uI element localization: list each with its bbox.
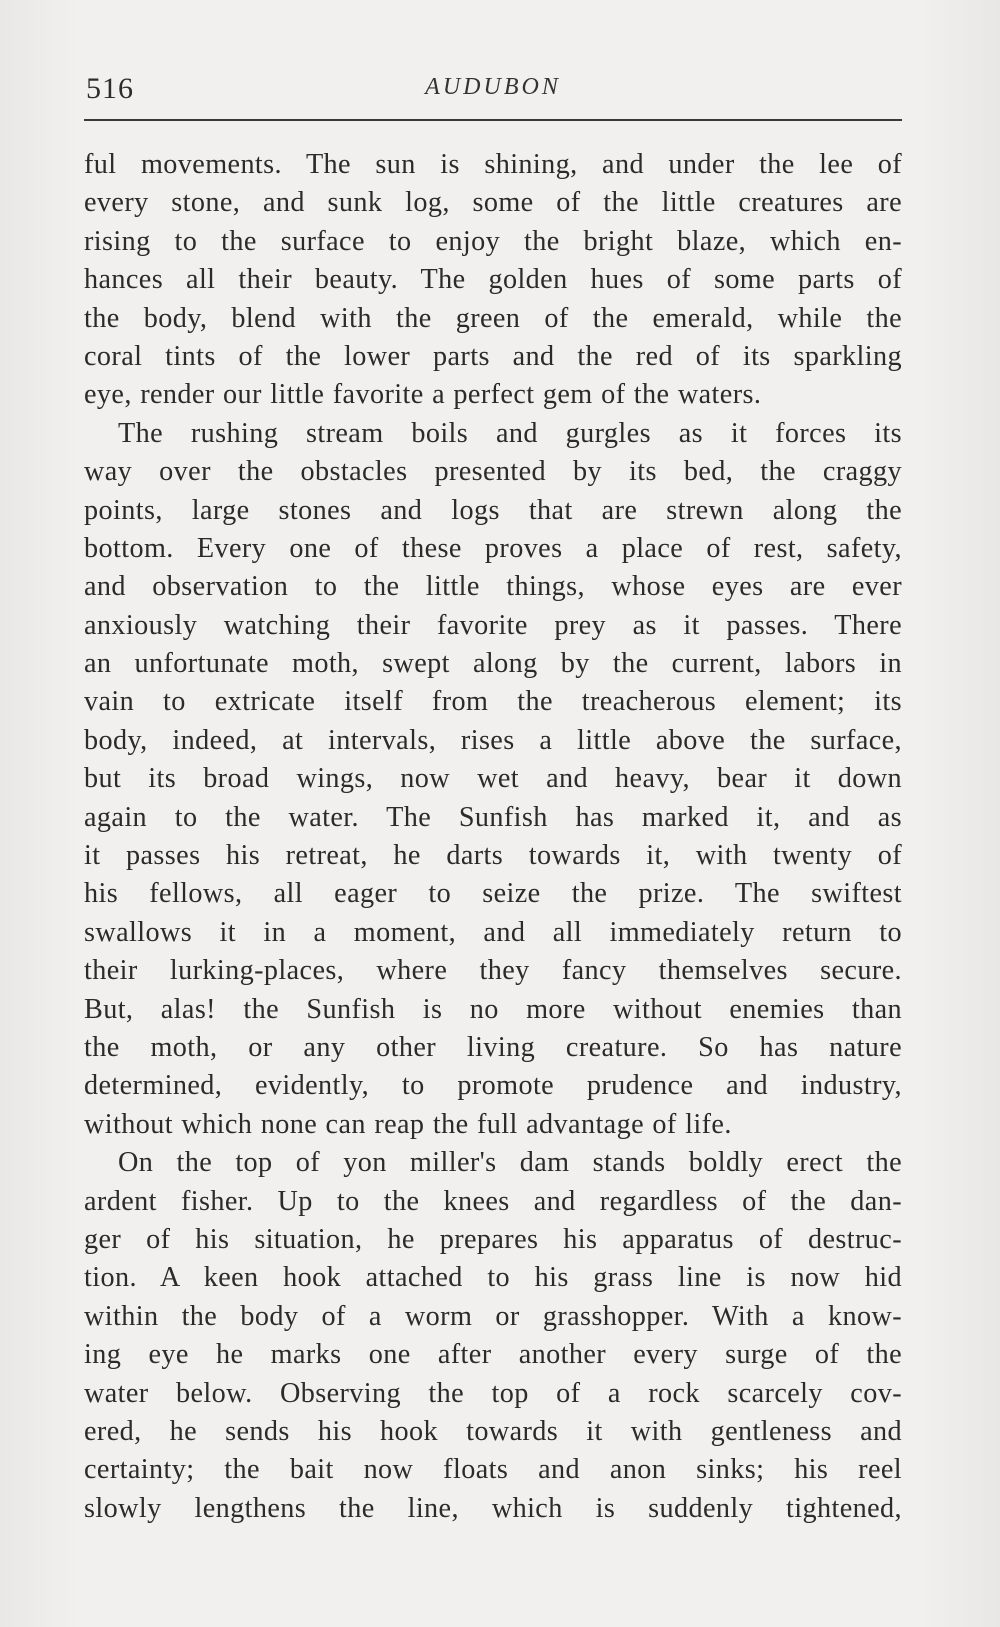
text-line: vain to extricate itself from the treacherous element; its	[84, 686, 902, 718]
text-line: ger of his situation, he prepares his apparatus of destruc-	[84, 1223, 902, 1255]
text-line: rising to the surface to enjoy the bright blaze, which en-	[84, 225, 902, 257]
text-line: bottom. Every one of these proves a place of rest, safety,	[84, 532, 902, 564]
paragraph	[84, 146, 902, 415]
text-line: anxiously watching their favorite prey as it passes. There	[84, 609, 902, 641]
paragraph	[84, 1144, 902, 1528]
text-line: certainty; the bait now floats and anon sinks; his reel	[84, 1454, 902, 1486]
text-line: coral tints of the lower parts and the red of its sparkling	[84, 340, 902, 372]
text-line: and observation to the little things, whose eyes are ever	[84, 571, 902, 603]
text-line: it passes his retreat, he darts towards it, with twenty of	[84, 840, 902, 872]
text-line: points, large stones and logs that are strewn along the	[84, 494, 902, 526]
text-line: water below. Observing the top of a rock scarcely cov-	[84, 1377, 902, 1409]
text-line: tion. A keen hook attached to his grass line is now hid	[84, 1262, 902, 1294]
paragraph	[84, 415, 902, 1144]
text-line: without which none can reap the full advantage of life.	[84, 1108, 732, 1140]
text-line: swallows it in a moment, and all immediately return to	[84, 916, 902, 948]
text-line: slowly lengthens the line, which is suddenly tightened,	[84, 1492, 902, 1524]
text-line: ing eye he marks one after another every surge of the	[84, 1339, 902, 1371]
text-line: the moth, or any other living creature. So has nature	[84, 1031, 902, 1063]
text-line: ardent fisher. Up to the knees and regardless of the dan-	[84, 1185, 902, 1217]
text-line: within the body of a worm or grasshopper. With a know-	[84, 1300, 902, 1332]
text-line: their lurking-places, where they fancy themselves secure.	[84, 955, 902, 987]
text-line: eye, render our little favorite a perfect gem of the waters.	[84, 379, 762, 411]
body-text	[84, 146, 902, 1528]
text-line: ered, he sends his hook towards it with gentleness and	[84, 1415, 902, 1447]
text-line: ful movements. The sun is shining, and under the lee of	[84, 149, 902, 180]
text-line: every stone, and sunk log, some of the little creatures are	[84, 187, 902, 219]
text-line: his fellows, all eager to seize the prize. The swiftest	[84, 878, 902, 910]
header-rule	[84, 119, 902, 121]
text-line: On the top of yon miller's dam stands boldly erect the	[118, 1147, 902, 1179]
text-line: way over the obstacles presented by its bed, the craggy	[84, 456, 902, 488]
running-head	[84, 70, 902, 114]
text-line: but its broad wings, now wet and heavy, bear it down	[84, 763, 902, 795]
text-line: body, indeed, at intervals, rises a little above the surface,	[84, 724, 902, 756]
text-line: hances all their beauty. The golden hues of some parts of	[84, 264, 902, 296]
text-line: the body, blend with the green of the emerald, while the	[84, 302, 902, 334]
text-line: determined, evidently, to promote prudence and industry,	[84, 1070, 902, 1102]
text-line: again to the water. The Sunfish has marked it, and as	[84, 801, 902, 833]
running-title: AUDUBON	[425, 74, 561, 100]
text-line: But, alas! the Sunfish is no more without enemies than	[84, 993, 902, 1025]
text-line: The rushing stream boils and gurgles as it forces its	[118, 417, 902, 449]
text-line: an unfortunate moth, swept along by the current, labors in	[84, 648, 902, 680]
page-number: 516	[86, 72, 134, 105]
